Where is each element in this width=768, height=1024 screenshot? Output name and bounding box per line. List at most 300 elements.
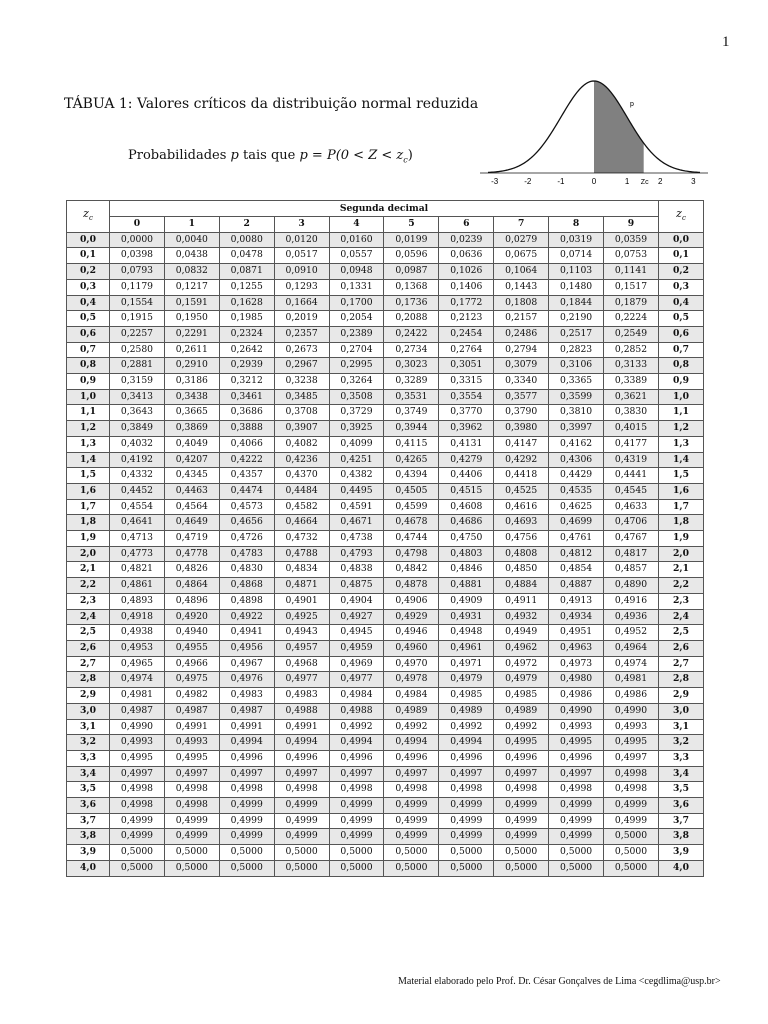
table-body xyxy=(67,232,704,876)
zc-row-label-right: 1,3 xyxy=(659,436,704,452)
table-cell: 0,4996 xyxy=(439,750,494,766)
table-cell: 0,5000 xyxy=(384,860,439,876)
table-cell: 0,4767 xyxy=(604,531,659,547)
table-cell: 0,4920 xyxy=(164,609,219,625)
table-cell: 0,1103 xyxy=(549,264,604,280)
zc-row-label: 0,5 xyxy=(67,311,110,327)
table-cell: 0,3133 xyxy=(604,358,659,374)
table-cell: 0,4989 xyxy=(384,703,439,719)
table-cell: 0,4953 xyxy=(110,640,165,656)
table-cell: 0,4999 xyxy=(110,813,165,829)
zc-header-left: $z_c$ xyxy=(67,201,110,233)
table-cell: 0,2764 xyxy=(439,342,494,358)
page-title: TÁBUA 1: Valores críticos da distribuição normal reduzida xyxy=(64,96,479,112)
table-cell: 0,2257 xyxy=(110,326,165,342)
table-cell: 0,4999 xyxy=(110,829,165,845)
zc-marker-label: Zc xyxy=(640,179,649,186)
table-cell: 0,1517 xyxy=(604,279,659,295)
table-row xyxy=(67,860,704,876)
table-cell: 0,1700 xyxy=(329,295,384,311)
table-cell: 0,0910 xyxy=(274,264,329,280)
table-cell: 0,4916 xyxy=(604,593,659,609)
table-cell: 0,4989 xyxy=(494,703,549,719)
table-cell: 0,4981 xyxy=(604,672,659,688)
table-cell: 0,1443 xyxy=(494,279,549,295)
table-cell: 0,4993 xyxy=(549,719,604,735)
table-cell: 0,4971 xyxy=(439,656,494,672)
table-cell: 0,4686 xyxy=(439,515,494,531)
table-cell: 0,4997 xyxy=(384,766,439,782)
table-cell: 0,0557 xyxy=(329,248,384,264)
table-cell: 0,4951 xyxy=(549,625,604,641)
zc-row-label: 0,6 xyxy=(67,326,110,342)
table-cell: 0,1772 xyxy=(439,295,494,311)
column-header-5: 5 xyxy=(384,217,439,233)
table-cell: 0,4906 xyxy=(384,593,439,609)
table-cell: 0,4817 xyxy=(604,546,659,562)
table-cell: 0,0199 xyxy=(384,232,439,248)
table-cell: 0,4881 xyxy=(439,578,494,594)
table-cell: 0,4999 xyxy=(274,813,329,829)
zc-row-label-right: 1,4 xyxy=(659,452,704,468)
table-cell: 0,4999 xyxy=(274,829,329,845)
table-row xyxy=(67,766,704,782)
table-cell: 0,4394 xyxy=(384,468,439,484)
table-cell: 0,4633 xyxy=(604,499,659,515)
zc-row-label-right: 2,7 xyxy=(659,656,704,672)
table-cell: 0,1406 xyxy=(439,279,494,295)
table-cell: 0,4750 xyxy=(439,531,494,547)
table-cell: 0,3770 xyxy=(439,405,494,421)
table-cell: 0,4987 xyxy=(110,703,165,719)
table-cell: 0,5000 xyxy=(439,845,494,861)
table-cell: 0,4616 xyxy=(494,499,549,515)
table-cell: 0,4913 xyxy=(549,593,604,609)
table-cell: 0,4965 xyxy=(110,656,165,672)
table-cell: 0,4994 xyxy=(439,735,494,751)
table-cell: 0,4082 xyxy=(274,436,329,452)
table-cell: 0,4985 xyxy=(439,688,494,704)
table-row xyxy=(67,405,704,421)
zc-row-label-right: 0,0 xyxy=(659,232,704,248)
table-cell: 0,4773 xyxy=(110,546,165,562)
table-cell: 0,4838 xyxy=(329,562,384,578)
table-cell: 0,1879 xyxy=(604,295,659,311)
table-cell: 0,4993 xyxy=(110,735,165,751)
table-row xyxy=(67,593,704,609)
table-cell: 0,4265 xyxy=(384,452,439,468)
zc-row-label-right: 3,6 xyxy=(659,798,704,814)
table-cell: 0,4999 xyxy=(164,813,219,829)
table-cell: 0,1950 xyxy=(164,311,219,327)
table-cell: 0,1331 xyxy=(329,279,384,295)
x-tick-label: 2 xyxy=(658,177,663,186)
table-cell: 0,4997 xyxy=(494,766,549,782)
table-cell: 0,3531 xyxy=(384,389,439,405)
table-cell: 0,3023 xyxy=(384,358,439,374)
table-cell: 0,2823 xyxy=(549,342,604,358)
table-row xyxy=(67,719,704,735)
zc-row-label-right: 3,4 xyxy=(659,766,704,782)
zc-row-label-right: 3,1 xyxy=(659,719,704,735)
table-cell: 0,4996 xyxy=(329,750,384,766)
table-cell: 0,4279 xyxy=(439,452,494,468)
zc-row-label: 3,9 xyxy=(67,845,110,861)
table-cell: 0,4890 xyxy=(604,578,659,594)
table-cell: 0,4999 xyxy=(439,798,494,814)
table-cell: 0,3413 xyxy=(110,389,165,405)
table-cell: 0,4994 xyxy=(384,735,439,751)
table-cell: 0,4861 xyxy=(110,578,165,594)
table-cell: 0,0517 xyxy=(274,248,329,264)
zc-row-label-right: 1,0 xyxy=(659,389,704,405)
table-cell: 0,5000 xyxy=(219,845,274,861)
table-cell: 0,4898 xyxy=(219,593,274,609)
table-cell: 0,2611 xyxy=(164,342,219,358)
table-cell: 0,4332 xyxy=(110,468,165,484)
table-cell: 0,4998 xyxy=(219,782,274,798)
zc-row-label: 0,7 xyxy=(67,342,110,358)
table-cell: 0,4998 xyxy=(274,782,329,798)
table-row xyxy=(67,625,704,641)
table-cell: 0,2704 xyxy=(329,342,384,358)
table-cell: 0,4756 xyxy=(494,531,549,547)
zc-row-label-right: 1,6 xyxy=(659,483,704,499)
table-cell: 0,4382 xyxy=(329,468,384,484)
table-cell: 0,4066 xyxy=(219,436,274,452)
table-row xyxy=(67,452,704,468)
table-cell: 0,3315 xyxy=(439,374,494,390)
table-cell: 0,4970 xyxy=(384,656,439,672)
zc-row-label-right: 1,1 xyxy=(659,405,704,421)
table-cell: 0,4961 xyxy=(439,640,494,656)
table-cell: 0,2224 xyxy=(604,311,659,327)
table-cell: 0,4998 xyxy=(384,782,439,798)
table-cell: 0,5000 xyxy=(110,845,165,861)
zc-row-label: 0,8 xyxy=(67,358,110,374)
zc-row-label-right: 0,5 xyxy=(659,311,704,327)
table-cell: 0,4991 xyxy=(274,719,329,735)
table-cell: 0,4192 xyxy=(110,452,165,468)
table-cell: 0,4967 xyxy=(219,656,274,672)
table-cell: 0,4999 xyxy=(604,798,659,814)
column-header-6: 6 xyxy=(439,217,494,233)
table-cell: 0,4999 xyxy=(219,829,274,845)
table-cell: 0,4236 xyxy=(274,452,329,468)
table-row xyxy=(67,845,704,861)
table-cell: 0,4983 xyxy=(219,688,274,704)
zc-row-label: 1,9 xyxy=(67,531,110,547)
table-cell: 0,5000 xyxy=(604,829,659,845)
x-tick-label: -1 xyxy=(557,177,565,186)
zc-row-label: 2,5 xyxy=(67,625,110,641)
table-cell: 0,4945 xyxy=(329,625,384,641)
table-cell: 0,1293 xyxy=(274,279,329,295)
zc-row-label: 1,0 xyxy=(67,389,110,405)
table-cell: 0,4998 xyxy=(604,766,659,782)
table-cell: 0,3554 xyxy=(439,389,494,405)
zc-row-label-right: 2,0 xyxy=(659,546,704,562)
table-cell: 0,0675 xyxy=(494,248,549,264)
subtitle-formula: p = P(0 < Z < z xyxy=(299,148,404,163)
table-cell: 0,4857 xyxy=(604,562,659,578)
footer: Material elaborado pelo Prof. Dr. César Gonçalves de Lima <cegdlima@usp.br> xyxy=(398,976,721,987)
table-cell: 0,2852 xyxy=(604,342,659,358)
table-cell: 0,0279 xyxy=(494,232,549,248)
table-cell: 0,0040 xyxy=(164,232,219,248)
table-row xyxy=(67,703,704,719)
table-cell: 0,4573 xyxy=(219,499,274,515)
table-cell: 0,2291 xyxy=(164,326,219,342)
table-cell: 0,4997 xyxy=(439,766,494,782)
table-cell: 0,4495 xyxy=(329,483,384,499)
zc-row-label-right: 2,9 xyxy=(659,688,704,704)
table-cell: 0,4973 xyxy=(549,656,604,672)
zc-row-label-right: 1,7 xyxy=(659,499,704,515)
table-cell: 0,4993 xyxy=(604,719,659,735)
table-cell: 0,4927 xyxy=(329,609,384,625)
table-cell: 0,4992 xyxy=(494,719,549,735)
shaded-area xyxy=(594,81,644,173)
x-tick-label: -2 xyxy=(524,177,532,186)
table-cell: 0,4974 xyxy=(110,672,165,688)
table-cell: 0,3925 xyxy=(329,421,384,437)
zc-row-label: 1,1 xyxy=(67,405,110,421)
zc-row-label-right: 2,4 xyxy=(659,609,704,625)
table-cell: 0,4319 xyxy=(604,452,659,468)
table-cell: 0,4884 xyxy=(494,578,549,594)
table-cell: 0,2734 xyxy=(384,342,439,358)
table-cell: 0,0714 xyxy=(549,248,604,264)
table-row xyxy=(67,609,704,625)
table-cell: 0,4649 xyxy=(164,515,219,531)
x-tick-label: -3 xyxy=(491,177,499,186)
zc-row-label: 1,5 xyxy=(67,468,110,484)
table-row xyxy=(67,358,704,374)
table-cell: 0,4991 xyxy=(164,719,219,735)
table-cell: 0,4545 xyxy=(604,483,659,499)
table-row xyxy=(67,421,704,437)
table-row xyxy=(67,562,704,578)
zc-row-label-right: 3,8 xyxy=(659,829,704,845)
table-cell: 0,4999 xyxy=(439,829,494,845)
table-cell: 0,4664 xyxy=(274,515,329,531)
table-cell: 0,4719 xyxy=(164,531,219,547)
column-header-1: 1 xyxy=(164,217,219,233)
table-cell: 0,4049 xyxy=(164,436,219,452)
column-header-0: 0 xyxy=(110,217,165,233)
table-cell: 0,1915 xyxy=(110,311,165,327)
table-cell: 0,1985 xyxy=(219,311,274,327)
segunda-decimal-header: Segunda decimal xyxy=(110,201,659,217)
table-cell: 0,4608 xyxy=(439,499,494,515)
table-cell: 0,4918 xyxy=(110,609,165,625)
table-cell: 0,4441 xyxy=(604,468,659,484)
zc-row-label: 2,3 xyxy=(67,593,110,609)
table-cell: 0,4986 xyxy=(549,688,604,704)
table-cell: 0,0120 xyxy=(274,232,329,248)
table-cell: 0,4699 xyxy=(549,515,604,531)
table-cell: 0,4582 xyxy=(274,499,329,515)
table-cell: 0,4505 xyxy=(384,483,439,499)
table-cell: 0,4994 xyxy=(329,735,384,751)
table-row xyxy=(67,546,704,562)
table-cell: 0,3907 xyxy=(274,421,329,437)
table-row xyxy=(67,264,704,280)
table-cell: 0,4474 xyxy=(219,483,274,499)
table-cell: 0,4999 xyxy=(494,813,549,829)
zc-row-label: 3,1 xyxy=(67,719,110,735)
table-cell: 0,3869 xyxy=(164,421,219,437)
column-header-row xyxy=(67,217,704,233)
table-cell: 0,3389 xyxy=(604,374,659,390)
table-cell: 0,4987 xyxy=(164,703,219,719)
table-cell: 0,4222 xyxy=(219,452,274,468)
table-cell: 0,4999 xyxy=(219,813,274,829)
table-cell: 0,1480 xyxy=(549,279,604,295)
table-cell: 0,2357 xyxy=(274,326,329,342)
table-cell: 0,4995 xyxy=(110,750,165,766)
table-row xyxy=(67,248,704,264)
table-cell: 0,4940 xyxy=(164,625,219,641)
table-cell: 0,4854 xyxy=(549,562,604,578)
table-cell: 0,0793 xyxy=(110,264,165,280)
zc-row-label-right: 0,8 xyxy=(659,358,704,374)
table-cell: 0,4871 xyxy=(274,578,329,594)
table-cell: 0,3849 xyxy=(110,421,165,437)
zc-row-label-right: 1,9 xyxy=(659,531,704,547)
table-cell: 0,4878 xyxy=(384,578,439,594)
table-cell: 0,4732 xyxy=(274,531,329,547)
table-cell: 0,4625 xyxy=(549,499,604,515)
table-cell: 0,4131 xyxy=(439,436,494,452)
table-cell: 0,4997 xyxy=(164,766,219,782)
zc-row-label: 1,6 xyxy=(67,483,110,499)
table-cell: 0,0160 xyxy=(329,232,384,248)
table-cell: 0,4995 xyxy=(494,735,549,751)
table-cell: 0,3830 xyxy=(604,405,659,421)
table-cell: 0,4998 xyxy=(110,798,165,814)
table-cell: 0,4972 xyxy=(494,656,549,672)
zc-row-label: 0,4 xyxy=(67,295,110,311)
table-cell: 0,4999 xyxy=(384,813,439,829)
table-cell: 0,4988 xyxy=(329,703,384,719)
table-cell: 0,4931 xyxy=(439,609,494,625)
table-cell: 0,4992 xyxy=(384,719,439,735)
zc-row-label-right: 0,3 xyxy=(659,279,704,295)
table-cell: 0,0398 xyxy=(110,248,165,264)
table-cell: 0,4956 xyxy=(219,640,274,656)
table-cell: 0,0636 xyxy=(439,248,494,264)
zc-row-label: 3,4 xyxy=(67,766,110,782)
table-cell: 0,2190 xyxy=(549,311,604,327)
zc-header-right: $z_c$ xyxy=(659,201,704,233)
zc-row-label: 2,1 xyxy=(67,562,110,578)
table-cell: 0,3365 xyxy=(549,374,604,390)
table-cell: 0,4999 xyxy=(549,829,604,845)
table-cell: 0,4990 xyxy=(604,703,659,719)
zc-row-label-right: 2,6 xyxy=(659,640,704,656)
table-cell: 0,4821 xyxy=(110,562,165,578)
table-cell: 0,4989 xyxy=(439,703,494,719)
table-cell: 0,4982 xyxy=(164,688,219,704)
table-cell: 0,3264 xyxy=(329,374,384,390)
table-cell: 0,4986 xyxy=(604,688,659,704)
table-cell: 0,4909 xyxy=(439,593,494,609)
subtitle-middle: tais que xyxy=(238,148,300,163)
subtitle-sub: c xyxy=(403,155,408,165)
zc-row-label-right: 0,2 xyxy=(659,264,704,280)
table-cell: 0,4984 xyxy=(329,688,384,704)
table-cell: 0,4994 xyxy=(274,735,329,751)
table-cell: 0,3790 xyxy=(494,405,549,421)
table-cell: 0,4998 xyxy=(164,798,219,814)
table-cell: 0,1255 xyxy=(219,279,274,295)
table-cell: 0,3238 xyxy=(274,374,329,390)
zc-row-label-right: 1,2 xyxy=(659,421,704,437)
table-cell: 0,1026 xyxy=(439,264,494,280)
table-cell: 0,4996 xyxy=(274,750,329,766)
table-cell: 0,4990 xyxy=(110,719,165,735)
subtitle-p: p xyxy=(230,148,239,163)
table-cell: 0,4177 xyxy=(604,436,659,452)
table-cell: 0,2019 xyxy=(274,311,329,327)
table-cell: 0,4974 xyxy=(604,656,659,672)
table-cell: 0,2967 xyxy=(274,358,329,374)
table-cell: 0,3106 xyxy=(549,358,604,374)
table-cell: 0,1808 xyxy=(494,295,549,311)
table-cell: 0,4934 xyxy=(549,609,604,625)
table-cell: 0,2995 xyxy=(329,358,384,374)
zc-row-label: 3,7 xyxy=(67,813,110,829)
table-cell: 0,4525 xyxy=(494,483,549,499)
table-cell: 0,4515 xyxy=(439,483,494,499)
table-cell: 0,4896 xyxy=(164,593,219,609)
table-cell: 0,4925 xyxy=(274,609,329,625)
table-cell: 0,2422 xyxy=(384,326,439,342)
table-cell: 0,2673 xyxy=(274,342,329,358)
zc-row-label: 3,0 xyxy=(67,703,110,719)
x-tick-label: 0 xyxy=(591,177,597,186)
table-cell: 0,4999 xyxy=(219,798,274,814)
table-cell: 0,4955 xyxy=(164,640,219,656)
table-cell: 0,4975 xyxy=(164,672,219,688)
table-cell: 0,3079 xyxy=(494,358,549,374)
table-cell: 0,4599 xyxy=(384,499,439,515)
table-cell: 0,4713 xyxy=(110,531,165,547)
zc-row-label: 0,9 xyxy=(67,374,110,390)
zc-row-label-right: 2,3 xyxy=(659,593,704,609)
table-cell: 0,3051 xyxy=(439,358,494,374)
table-cell: 0,4803 xyxy=(439,546,494,562)
table-cell: 0,5000 xyxy=(329,845,384,861)
table-cell: 0,4015 xyxy=(604,421,659,437)
table-cell: 0,4984 xyxy=(384,688,439,704)
table-cell: 0,4957 xyxy=(274,640,329,656)
table-cell: 0,4999 xyxy=(549,798,604,814)
table-cell: 0,4995 xyxy=(604,735,659,751)
table-cell: 0,4893 xyxy=(110,593,165,609)
table-row xyxy=(67,468,704,484)
table-cell: 0,4834 xyxy=(274,562,329,578)
zc-row-label-right: 0,6 xyxy=(659,326,704,342)
table-cell: 0,4922 xyxy=(219,609,274,625)
table-cell: 0,3665 xyxy=(164,405,219,421)
table-row xyxy=(67,483,704,499)
table-cell: 0,4997 xyxy=(329,766,384,782)
table-cell: 0,2123 xyxy=(439,311,494,327)
table-cell: 0,2157 xyxy=(494,311,549,327)
